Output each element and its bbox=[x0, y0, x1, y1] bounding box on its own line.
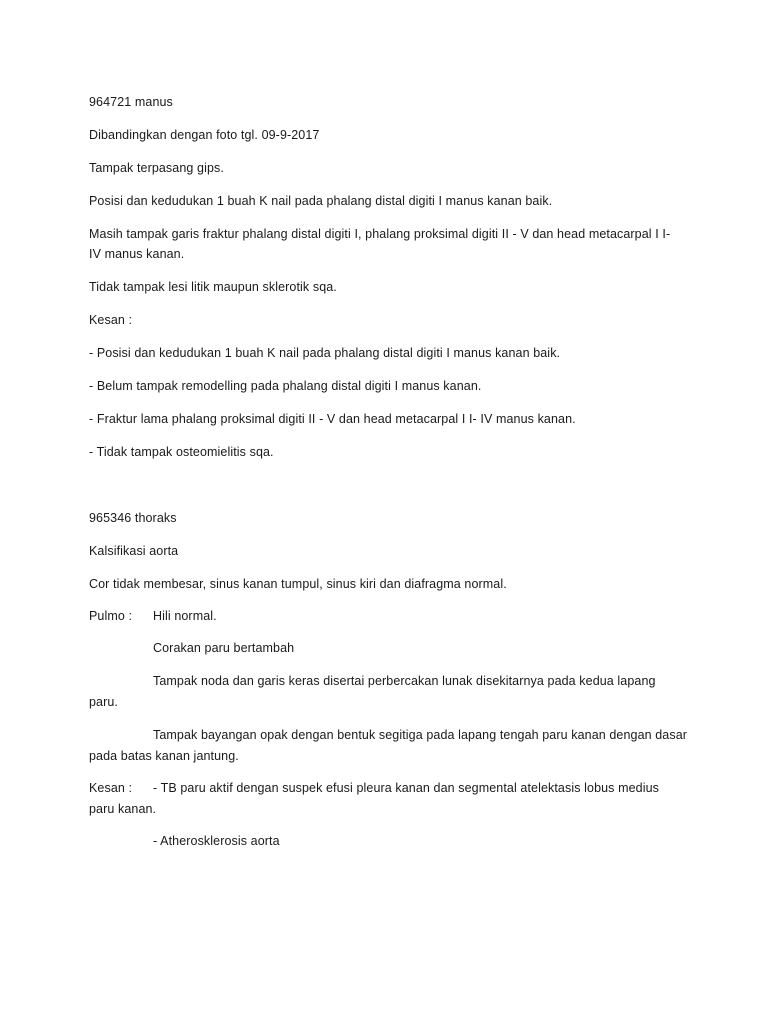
report2-line2: Cor tidak membesar, sinus kanan tumpul, sinus kiri dan diafragma normal. bbox=[89, 577, 507, 591]
report1-kesan-label: Kesan : bbox=[89, 313, 133, 327]
report2-pulmo-row bbox=[89, 608, 689, 625]
report1-line3b: IV manus kanan. bbox=[89, 247, 185, 261]
report2-pulmo-bayangan-b: pada batas kanan jantung. bbox=[89, 749, 239, 763]
report2-kesan-row bbox=[89, 780, 689, 797]
report2-line1: Kalsifikasi aorta bbox=[89, 544, 179, 558]
report1-line1: Tampak terpasang gips. bbox=[89, 161, 224, 175]
report1-header: 964721 manus bbox=[89, 95, 173, 109]
report1-kesan-item: - Posisi dan kedudukan 1 buah K nail pada phalang distal digiti I manus kanan baik. bbox=[89, 346, 561, 360]
report2-kesan-label: Kesan : bbox=[89, 781, 133, 795]
report2-pulmo-bayangan-a: Tampak bayangan opak dengan bentuk segitiga pada lapang tengah paru kanan dengan dasar bbox=[153, 728, 688, 742]
report2-pulmo-corakan: Corakan paru bertambah bbox=[153, 641, 295, 655]
report1-comparison: Dibandingkan dengan foto tgl. 09-9-2017 bbox=[89, 128, 320, 142]
report1-line3a: Masih tampak garis fraktur phalang distal digiti I, phalang proksimal digiti II - V dan head metacarpal I I- bbox=[89, 227, 671, 241]
report2-pulmo-noda-a: Tampak noda dan garis keras disertai perbercakan lunak disekitarnya pada kedua lapang bbox=[153, 674, 656, 688]
report1-line4: Tidak tampak lesi litik maupun sklerotik sqa. bbox=[89, 280, 337, 294]
report2-kesan-a: - TB paru aktif dengan suspek efusi pleura kanan dan segmental atelektasis lobus medius bbox=[153, 781, 659, 795]
report2-kesan-c: - Atherosklerosis aorta bbox=[153, 834, 280, 848]
report2-pulmo-hili: Hili normal. bbox=[153, 609, 217, 623]
report1-line2: Posisi dan kedudukan 1 buah K nail pada phalang distal digiti I manus kanan baik. bbox=[89, 194, 553, 208]
report2-pulmo-noda-b: paru. bbox=[89, 695, 118, 709]
report1-kesan-item: - Tidak tampak osteomielitis sqa. bbox=[89, 445, 274, 459]
report2-pulmo-label: Pulmo : bbox=[89, 609, 133, 623]
report1-kesan-item: - Belum tampak remodelling pada phalang distal digiti I manus kanan. bbox=[89, 379, 482, 393]
report2-header: 965346 thoraks bbox=[89, 511, 177, 525]
report2-kesan-b: paru kanan. bbox=[89, 802, 157, 816]
report1-kesan-item: - Fraktur lama phalang proksimal digiti II - V dan head metacarpal I I- IV manus kanan. bbox=[89, 412, 576, 426]
